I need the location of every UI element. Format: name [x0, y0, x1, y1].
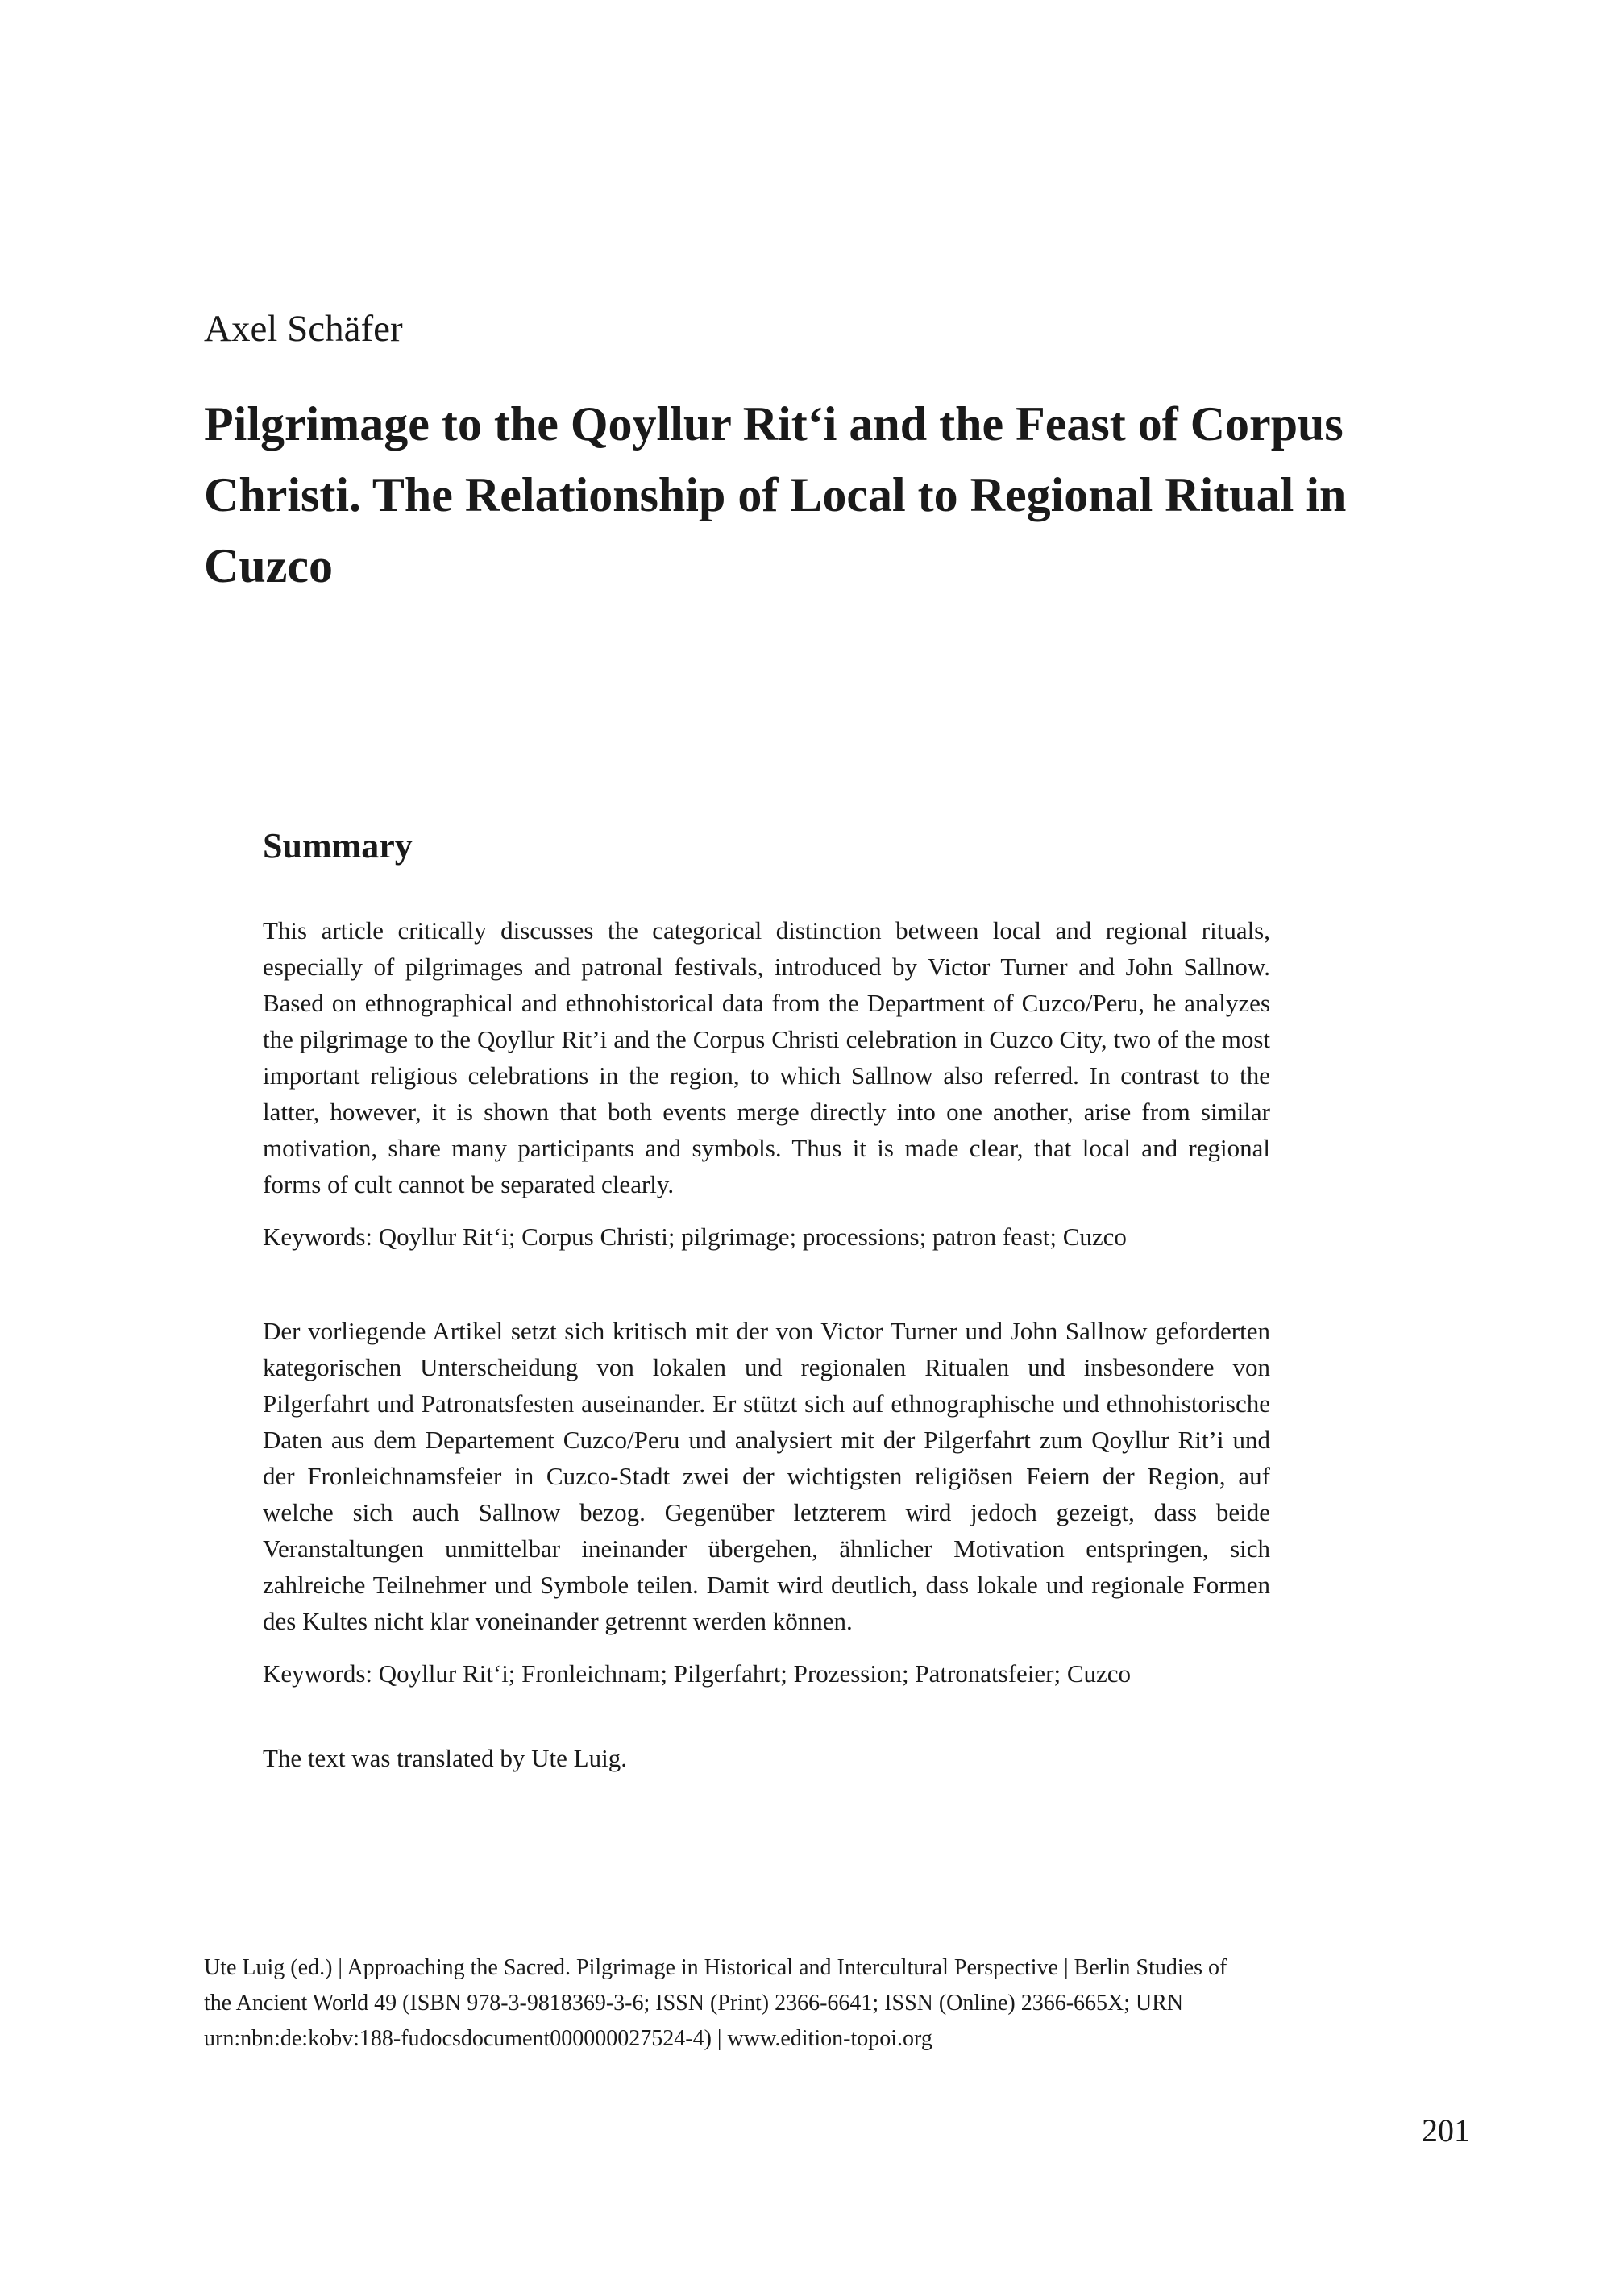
page-number: 201: [1422, 2112, 1470, 2149]
article-title: Pilgrimage to the Qoyllur Rit‘i and the Feast of Corpus Christi. The Relationship of Local to Regional Ritual in Cuzco: [204, 397, 1347, 592]
summary-section: [263, 824, 1270, 1776]
english-keywords: Keywords: Qoyllur Rit‘i; Corpus Christi; pilgrimage; processions; patron feast; Cuzco: [263, 1223, 1127, 1251]
german-abstract: Der vorliegende Artikel setzt sich kritisch mit der von Victor Turner und John Sallnow geforderten kategorischen Unterscheidung von lokalen und regionalen Ritualen und insbesondere von Pilgerfahrt und Patronatsfesten auseinander. Er stützt sich auf ethnographische und ethnohistorische Daten aus dem Departement Cuzco/Peru und analysiert mit der Pilgerfahrt zum Qoyllur Rit’i und der Fronleichnamsfeier in Cuzco-Stadt zwei der wichtigsten religiösen Feiern der Region, auf welche sich auch Sallnow bezog. Gegenüber letzterem wird jedoch gezeigt, dass beide Veranstaltungen unmittelbar ineinander übergehen, ähnlicher Motivation entspringen, sich zahlreiche Teilnehmer und Symbole teilen. Damit wird deutlich, dass lokale und regionale Formen des Kultes nicht klar voneinander getrennt werden können.: [263, 1317, 1270, 1635]
author-name: Axel Schäfer: [204, 308, 403, 350]
translator-note: The text was translated by Ute Luig.: [263, 1744, 627, 1772]
english-abstract: This article critically discusses the categorical distinction between local and regional rituals, especially of pilgrimages and patronal festivals, introduced by Victor Turner and John Sallnow. Based on ethnographical and ethnohistorical data from the Department of Cuzco/Peru, he analyzes the pilgrimage to the Qoyllur Rit’i and the Corpus Christi celebration in Cuzco City, two of the most important religious celebrations in the region, to which Sallnow also referred. In contrast to the latter, however, it is shown that both events merge directly into one another, arise from similar motivation, share many participants and symbols. Thus it is made clear, that local and regional forms of cult cannot be separated clearly.: [263, 916, 1270, 1198]
german-keywords: Keywords: Qoyllur Rit‘i; Fronleichnam; Pilgerfahrt; Prozession; Patronatsfeier; Cuzco: [263, 1659, 1132, 1688]
publication-footer: Ute Luig (ed.) | Approaching the Sacred. Pilgrimage in Historical and Intercultural Perspective | Berlin Studies of the Ancient World 49 (ISBN 978-3-9818369-3-6; ISSN (Print) 2366-6641; ISSN (Online) 2366-665X; URN urn:nbn:de:kobv:188-fudocsdocument000000027524-4) | www.edition-topoi.org: [204, 1955, 1227, 2051]
summary-heading: Summary: [263, 826, 413, 866]
